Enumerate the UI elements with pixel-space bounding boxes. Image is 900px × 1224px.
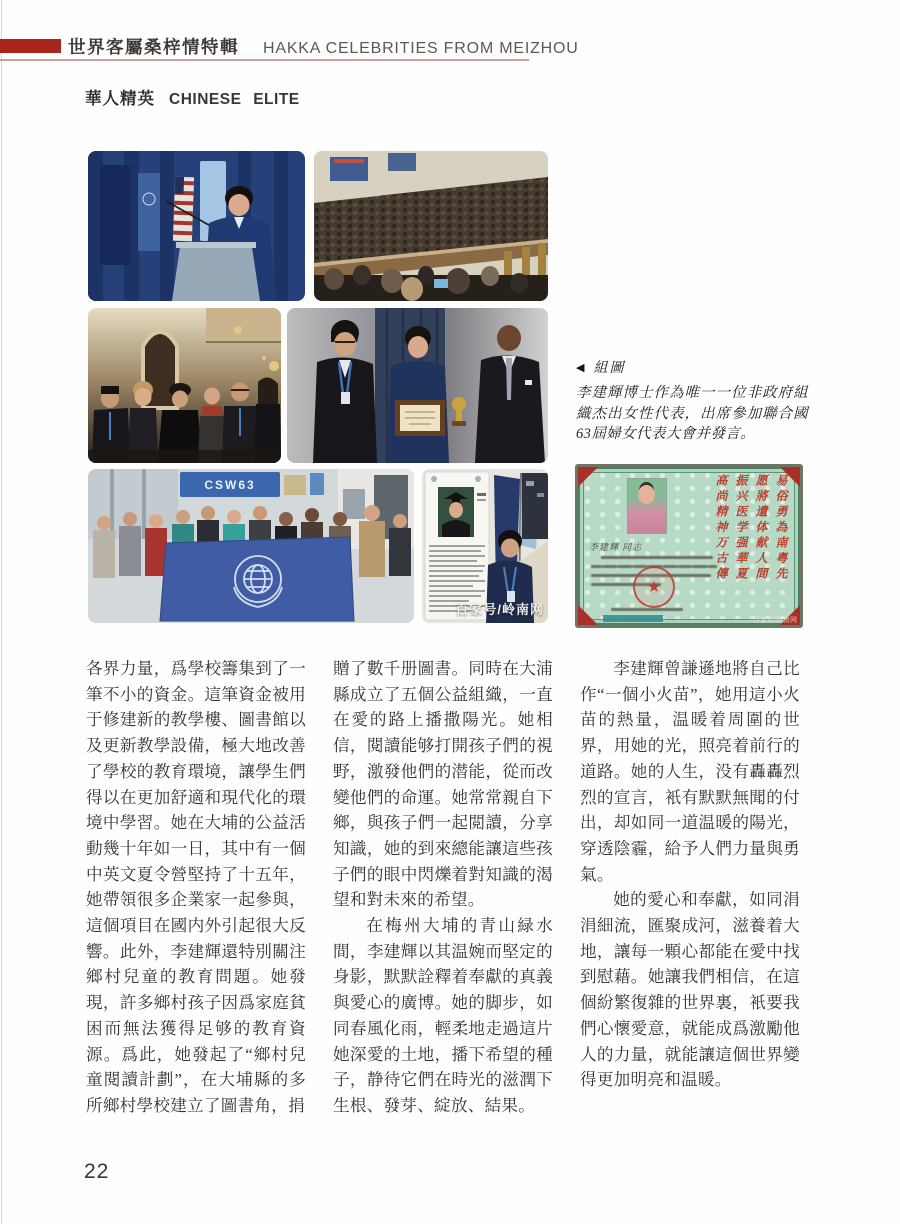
caption-header [576,357,808,377]
header-accent-bar [0,39,61,53]
photo-collage [86,149,549,625]
photo-caption [576,357,808,445]
header-title-zh: 世界客屬桑梓情特輯 [68,37,239,57]
photo-podium-speech [88,151,305,301]
article-column-3 [580,656,800,1128]
caption-label: 組圖 [593,361,626,376]
certificate-portrait [627,478,667,534]
photo-reception-group [88,308,281,463]
certificate-watermark: 百家号/岭南网 [753,617,797,624]
article-paragraph: 李建輝曾謙遜地將自己比作“一個小火苗”，她用這小火苗的熱量，温暖着周圍的世界，用她的光，照亮着前行的道路。她的人生，没有轟轟烈烈的宣言，衹有默默無聞的付出，却如同一道温暖的陽光，穿透陰霾，給予人們力量與勇氣。 [580,659,800,884]
header-title-en: HAKKA CELEBRITIES FROM MEIZHOU [263,40,579,57]
verse-column: 愿將遺体献人間 [754,474,768,583]
photo-un-flag-group [88,469,414,623]
caption-arrow-icon: ◀ [576,361,585,374]
section-title-en: CHINESE ELITE [169,91,300,108]
csw63-banner-text: CSW63 [180,472,280,497]
photo-assembly-hall [314,151,548,301]
certificate-date-line [611,608,683,611]
article-paragraph: 她的愛心和奉獻，如同涓涓細流，匯聚成河，滋養着大地，讓每一顆心都能在愛中找到慰藉。她讓我們相信，在這個紛繁復雜的世界裏，衹要我們心懷愛意，就能成爲激勵他人的力量，就能讓這個世界變得更加明亮和温暖。 [580,890,800,1090]
photo-poster-stand [422,469,548,623]
section-title [85,85,300,109]
verse-column: 振兴医学强華夏 [734,474,748,583]
article-column-2 [333,656,553,1128]
caption-text: 李建輝博士作為唯一一位非政府組織杰出女性代表，出席參加聯合國63屆婦女代表大會并發言。 [576,385,808,442]
verse-column: 易俗勇為南粤先 [774,474,788,583]
article-paragraph: 贈了數千册圖書。同時在大浦縣成立了五個公益組織，一直在愛的路上播撒陽光。她相信，閱讀能够打開孩子們的視野，激發他們的潜能，從而改變他們的命運。她常常親自下鄉，與孩子們一起閲讀，分享知識，她的到來總能讓這些孩子們的眼中閃爍着對知識的渴望和對未來的希望。 [333,659,553,910]
page-number: 22 [84,1160,110,1183]
certificate-calligraphy [710,474,793,616]
article-paragraph: 在梅州大埔的青山緑水間，李建輝以其温婉而堅定的身影，默默詮釋着奉獻的真義與愛心的廣博。她的脚步，如同春風化雨，輕柔地走過這片她深愛的土地，播下希望的種子，静待它們在時光的滋潤下生根、發芽、綻放、結果。 [333,916,553,1115]
verse-column: 高尚精神万古傳 [714,474,728,583]
article-column-1 [86,656,306,1128]
donation-certificate-photo [575,464,803,628]
certificate-banner-strip [603,615,663,622]
section-title-zh: 華人精英 [85,90,155,108]
certificate-honoree-name: 李建輝 同志 [589,542,643,552]
photo-watermark: 百家号/岭南网 [455,602,544,617]
page-header [68,34,579,59]
article-paragraph: 各界力量，爲學校籌集到了一筆不小的資金。這筆資金被用于修建新的教學樓、圖書館以及更新教學設備，極大地改善了學校的教育環境，讓學生們得以在更加舒適和現代化的環境中學習。她在大埔的公益活動幾十年如一日，其中有一個中英文夏令營堅持了十五年，她帶領很多企業家一起參與，這個項目在國内外引起很大反響。此外，李建輝還特別關注鄉村兒童的教育問題。她發現，許多鄉村孩子因爲家庭貧困而無法獲得足够的教育資源。爲此，她發起了“鄉村兒童閱讀計劃”，在大埔縣的多所鄉村學校建立了圖書角，捐 [86,659,306,1115]
header-rule [0,59,529,61]
red-star-seal-icon: ★ [633,566,675,608]
photo-award-presentation [287,308,548,463]
certificate-text-line [601,556,713,559]
